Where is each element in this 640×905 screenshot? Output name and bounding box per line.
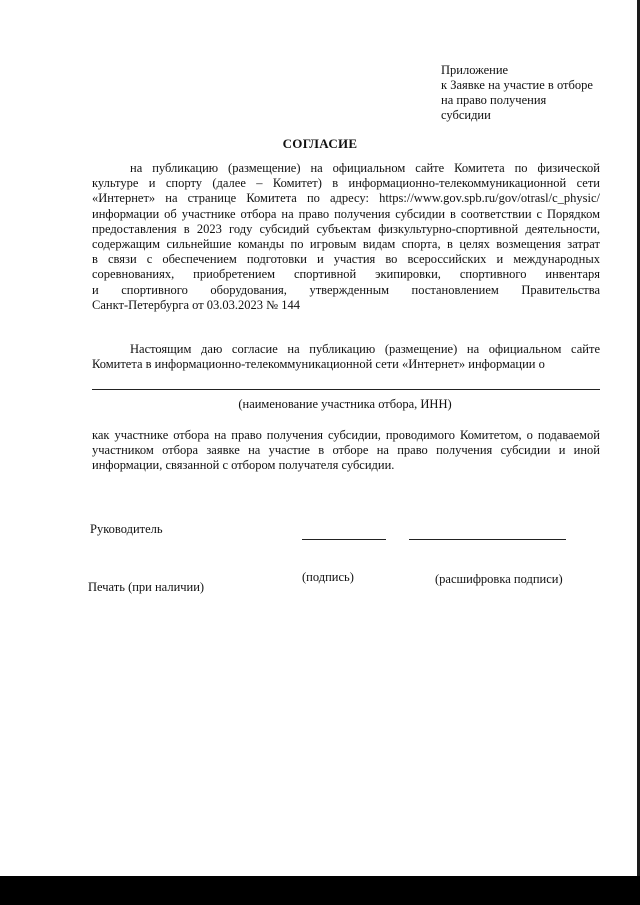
consent-paragraph-3 (92, 428, 600, 474)
text-line: Настоящим даю согласие на публикацию (размещение) на официальном сайте (130, 342, 600, 356)
consent-paragraph-2 (92, 342, 600, 372)
appendix-line: к Заявке на участие в отборе (441, 78, 593, 92)
text-line: информации, связанной с отбором получателя субсидии. (92, 458, 395, 473)
text-line: Комитета в информационно-телекоммуникационной сети «Интернет» информации о (92, 357, 545, 372)
scan-edge-bottom (0, 876, 640, 905)
appendix-line: на право получения (441, 93, 547, 107)
text-line: «Интернет» на странице Комитета по адресу: https://www.gov.spb.ru/gov/otrasl/c_physic/ (92, 191, 600, 206)
text-line: участником отбора заявке на участие в отборе на право получения субсидии и иной (92, 443, 600, 458)
appendix-line: Приложение (441, 63, 509, 77)
text-line: информации об участнике отбора на право получения субсидии в соответствии с Порядком (92, 206, 600, 221)
participant-fill-line (92, 389, 600, 391)
text-line: как участнике отбора на право получения субсидии, проводимого Комитетом, о подаваемой (92, 428, 600, 442)
text-line: соревнованиях, приобретением спортивной экипировки, спортивного инвентаря (92, 267, 600, 282)
text-line: в связи с обеспечением подготовки и участия во всероссийских и международных (92, 252, 600, 267)
document-title: СОГЛАСИЕ (282, 136, 358, 151)
signature-caption: (подпись) (302, 570, 354, 584)
signature-line (302, 539, 386, 541)
signature-decode-caption: (расшифровка подписи) (435, 572, 563, 586)
signature-decode-line (409, 539, 566, 541)
consent-paragraph-1 (92, 161, 600, 313)
text-line: и спортивного оборудования, утвержденным постановлением Правительства (92, 282, 600, 297)
appendix-line: субсидии (441, 108, 491, 122)
text-line: предоставления в 2023 году субсидий субъектам физкультурно-спортивной деятельности, (92, 221, 600, 236)
appendix-note (441, 63, 621, 123)
text-line: культуре и спорту (далее – Комитет) в информационно-телекоммуникационной сети (92, 176, 600, 191)
text-line: Санкт-Петербурга от 03.03.2023 № 144 (92, 297, 300, 312)
text-line: на публикацию (размещение) на официальном сайте Комитета по физической (130, 161, 600, 175)
seal-label: Печать (при наличии) (88, 580, 205, 594)
participant-fill-caption: (наименование участника отбора, ИНН) (238, 397, 452, 411)
head-label: Руководитель (90, 522, 163, 536)
text-line: содержащим сильнейшие команды по игровым видам спорта, в целях возмещения затрат (92, 237, 600, 252)
